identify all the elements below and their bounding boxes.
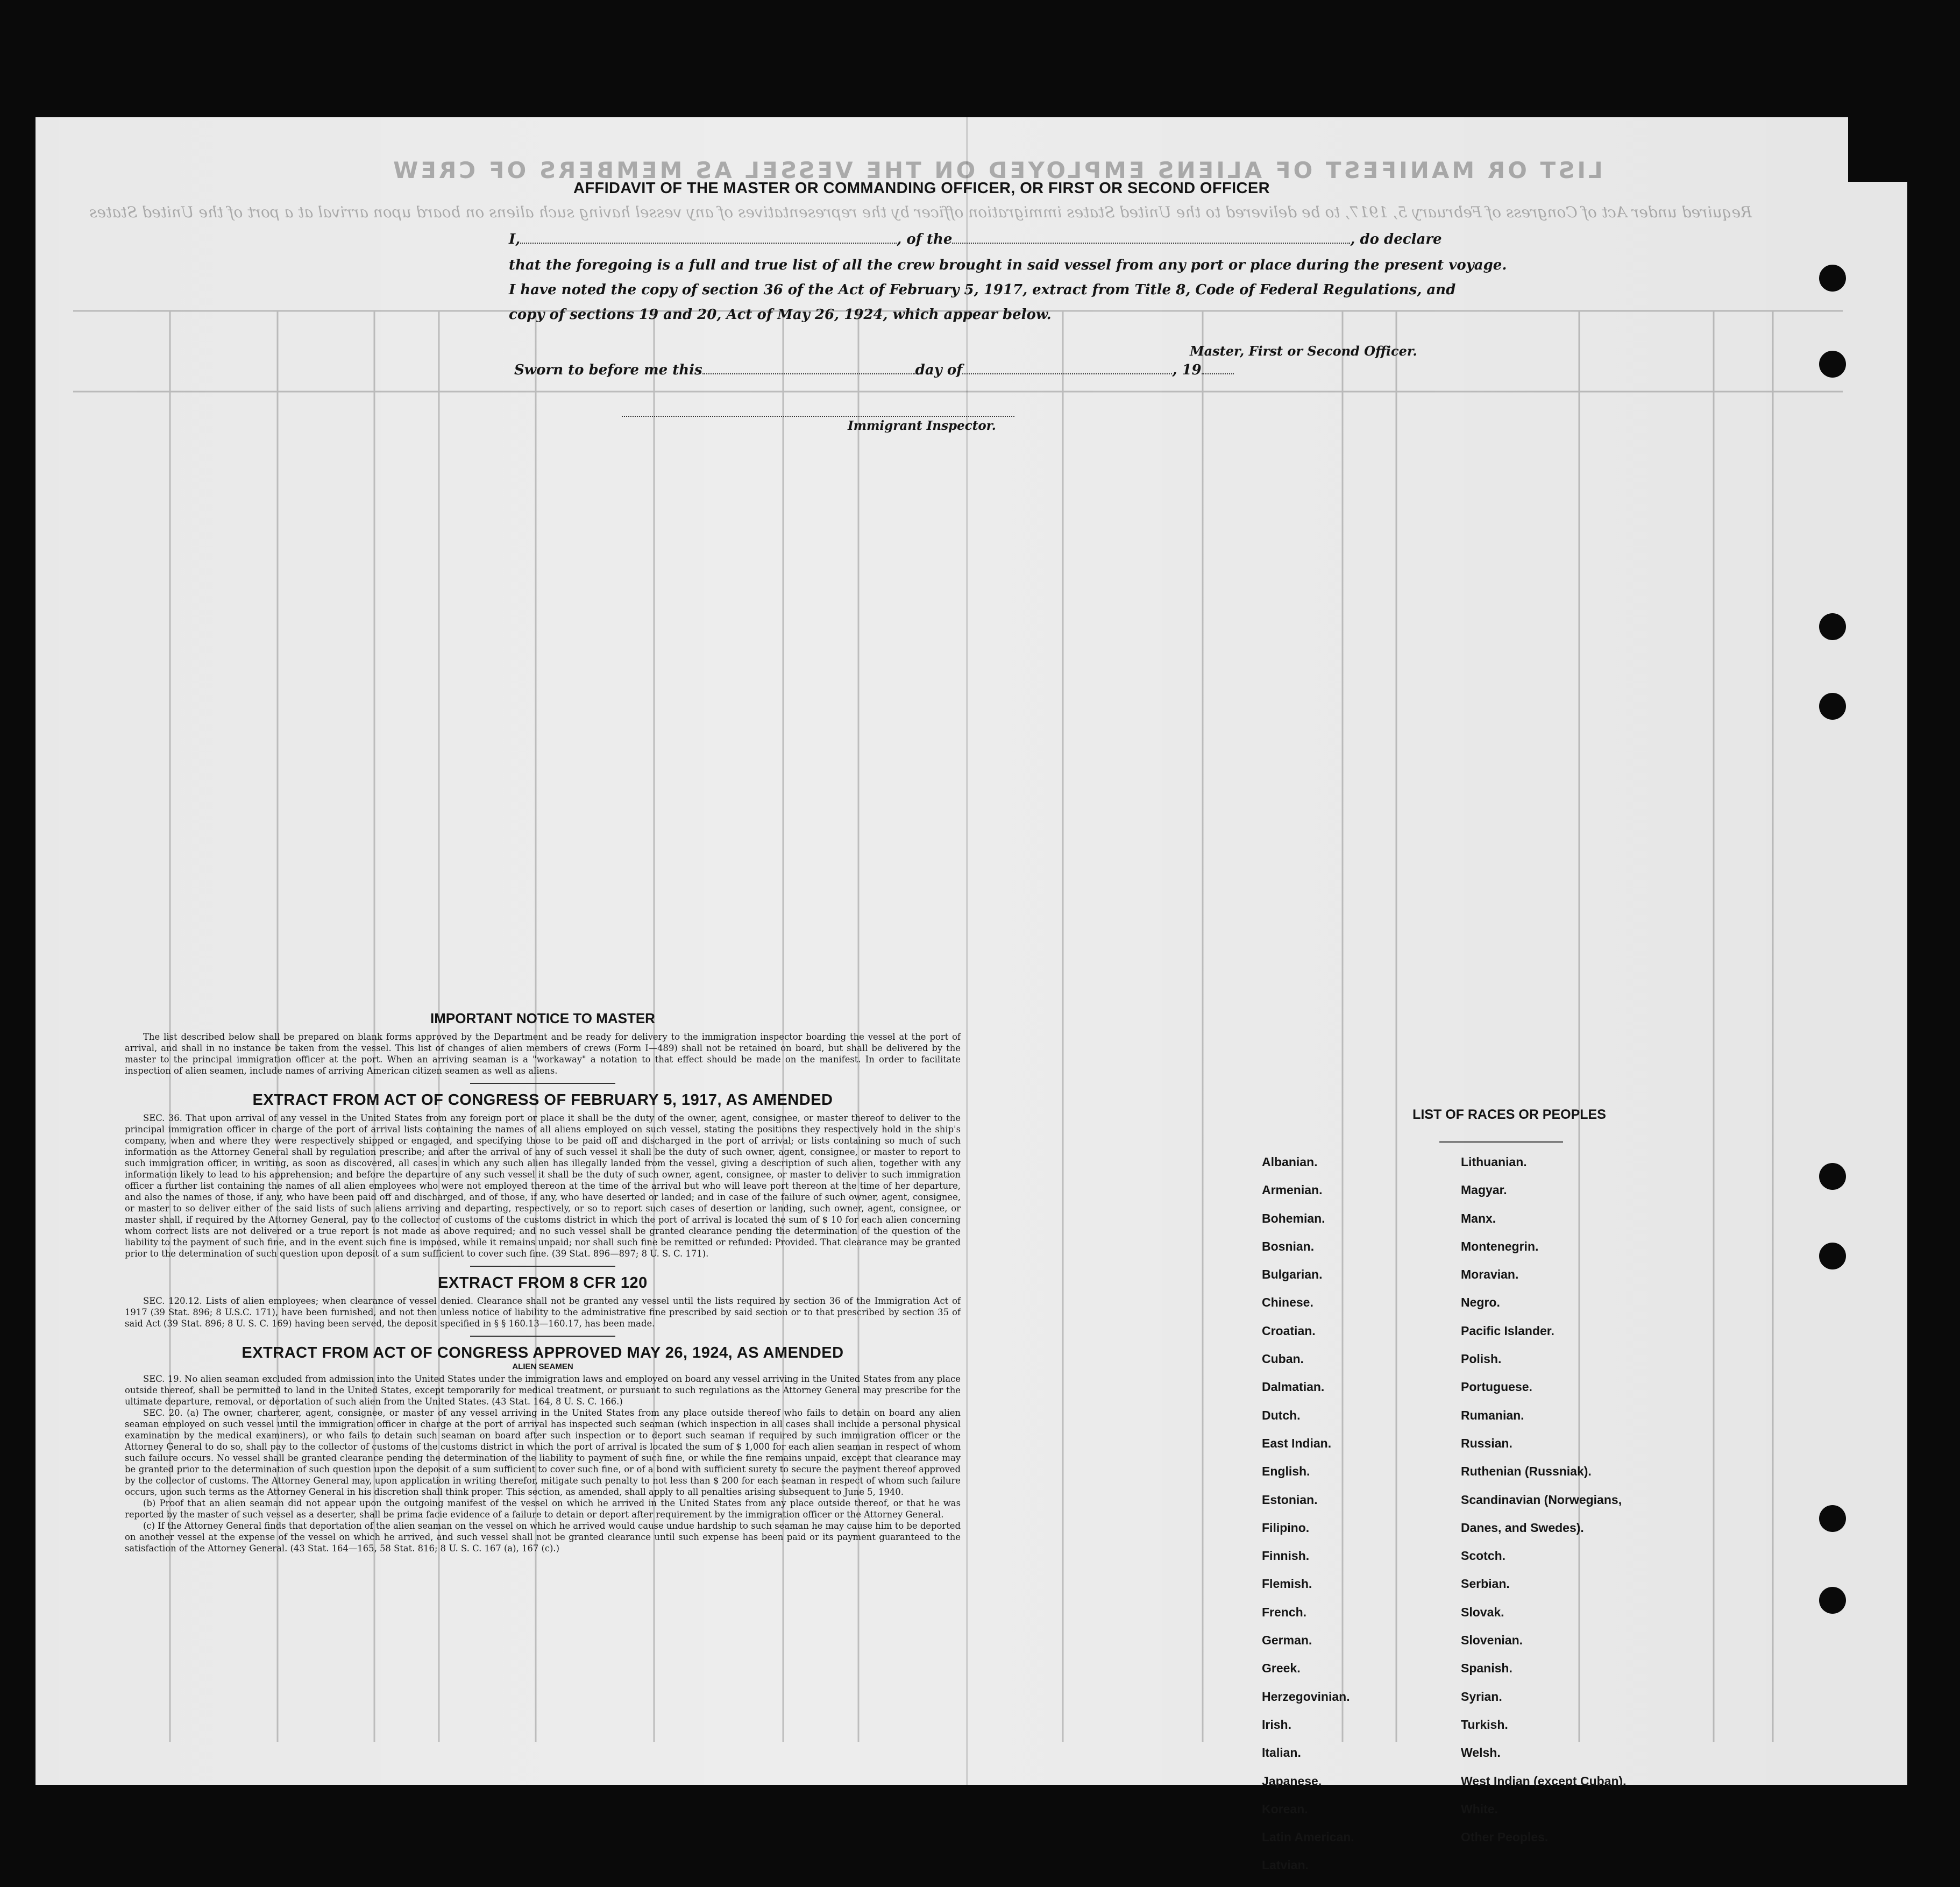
bleed-through-subtitle: Required under Act of Congress of February 5, 1917, to be delivered to the United States immigration officer by the representatives of any vessel having such aliens on board upon arrival at a port of the United States [89, 203, 1752, 221]
race-item: Armenian. [1262, 1183, 1323, 1197]
race-item: Greek. [1262, 1661, 1301, 1676]
race-item: Bosnian. [1262, 1239, 1315, 1253]
sec-19-body: SEC. 19. No alien seaman excluded from admission into the United States under the immigration laws and employed on board any vessel arriving in the United States from any place outside thereof, shall be permitted to land in the United States, except temporarily for medical treatment, or pursuant to such regulations as the Attorney General may prescribe for the ultimate departure, removal, or deportation of such alien from the United States. (43 Stat. 164, 8 U. S. C. 166.) [125, 1374, 961, 1407]
sec-20b-body: (b) Proof that an alien seaman did not appear upon the outgoing manifest of the vessel on which he arrived in the United States from any place outside thereof, or that he was reported by the master of such vessel as a deserter, shall be prima facie evidence of a failure to detain or deport after requirement by the immigration officer or the Attorney General. [125, 1498, 961, 1520]
extract-1917-body: SEC. 36. That upon arrival of any vessel in the United States from any foreign port or place it shall be the duty of the owner, agent, consignee, or master thereof to deliver to the principal immigration officer in charge of the port of arrival lists containing the names of all aliens employed on such vessel, stating the positions they respectively hold in the ship's company, when and where they were respectively shipped or engaged, and specifying those to be paid off and discharged in the port of arrival; or lists containing so much of such information as the Attorney General shall by regulation prescribe; and after the arrival of any of such vessel it shall be the duty of such owner, agent, consignee, or master to report to such immigration officer, in writing, as soon as discovered, all cases in which any such alien has illegally landed from the vessel, giving a description of such alien, together with any information likely to lead to his apprehension; and before the departure of any such vessel it shall be the duty of such owner, agent, consignee, or master to deliver to such immigration officer a further list containing the names of all alien employees who were not employed thereon at the time of the arrival but who will leave port thereon at the time of her departure, and also the names of those, if any, who have been paid off and discharged, and of those, if any, who have deserted or landed; and in case of the failure of such owner, agent, consignee, or master to so deliver either of the said lists of such aliens arriving and departing, respectively, or so to report such cases of desertion or landing, such owner, agent, consignee, or master shall, if required by the Attorney General, pay to the collector of customs of the customs district in which the port of arrival is located the sum of $ 10 for each alien concerning whom correct lists are not delivered or a true report is not made as above required; and no such vessel shall be granted clearance pending the determination of the question of the liability to the payment of such fine, and in the event such fine is imposed, while it remains unpaid; nor shall such fine be remitted or refunded: Provided. That clearance may be granted prior to the determination of such question upon deposit of a sum sufficient to cover such fine. (39 Stat. 896—897; 8 U. S. C. 171). [125, 1113, 961, 1259]
punch-hole [1819, 1243, 1846, 1269]
race-item: White. [1461, 1801, 1498, 1816]
races-title-rule [1439, 1141, 1563, 1143]
race-item: Bulgarian. [1262, 1267, 1323, 1282]
race-item: Russian. [1461, 1436, 1512, 1450]
day-of-label: day of [915, 362, 963, 378]
sworn-year-blank [1202, 363, 1234, 374]
race-item: Polish. [1461, 1352, 1502, 1366]
race-item: Estonian. [1262, 1492, 1318, 1507]
extract-1924-subtitle: ALIEN SEAMEN [512, 1362, 573, 1371]
punch-hole [1819, 1163, 1846, 1190]
affidavit-line-4: copy of sections 19 and 20, Act of May 26, 1924, which appear below. [509, 307, 1052, 323]
punch-hole [1819, 1505, 1846, 1532]
races-column-1 [1262, 1155, 1423, 1887]
affidavit-do-declare: , do declare [1350, 231, 1442, 247]
vessel-name-blank [952, 232, 1350, 244]
race-item: Latin American. [1262, 1830, 1354, 1845]
race-item: Bohemian. [1262, 1211, 1325, 1225]
sworn-month-blank [962, 363, 1172, 374]
master-signature-label: Master, First or Second Officer. [1190, 343, 1417, 359]
race-item: Magyar. [1461, 1183, 1507, 1197]
race-item: Dalmatian. [1262, 1380, 1325, 1394]
race-item: Latvian. [1262, 1858, 1309, 1872]
officer-name-blank [520, 232, 897, 244]
punch-hole [1819, 351, 1846, 378]
race-item: Manx. [1461, 1211, 1496, 1225]
races-title: LIST OF RACES OR PEOPLES [1412, 1107, 1606, 1122]
punch-hole [1819, 613, 1846, 640]
inspector-label: Immigrant Inspector. [848, 418, 996, 433]
race-item: Italian. [1262, 1746, 1301, 1760]
race-item: Montenegrin. [1461, 1239, 1539, 1253]
notice-body: The list described below shall be prepared on blank forms approved by the Department and be ready for delivery to the immigration inspector boarding the vessel at the port of arrival, and shall in no instance be taken from the vessel. This list of changes of alien members of crews (Form I—489) shall not be retained on board, but shall be delivered by the master to the principal immigration officer at the port. When an arriving seaman is a "workaway" a notation to that effect should be made on the manifest. In order to facilitate inspection of alien seamen, include names of arriving American citizen seamen as well as aliens. [125, 1032, 961, 1076]
race-item: Chinese. [1262, 1295, 1313, 1310]
race-item: Moravian. [1461, 1267, 1519, 1282]
race-item: Syrian. [1461, 1689, 1502, 1704]
race-item: Flemish. [1262, 1577, 1312, 1591]
sworn-label: Sworn to before me this [514, 362, 702, 378]
sworn-day-blank [702, 363, 915, 374]
extract-cfr-body: SEC. 120.12. Lists of alien employees; when clearance of vessel denied. Clearance shall not be granted any vessel until the lists required by section 36 of the Immigration Act of 1917 (39 Stat. 896; 8 U.S.C. 171), have been furnished, and not then unless notice of liability to the administrative fine prescribed by said section or to that prescribed by section 35 of said Act (39 Stat. 896; 8 U. S. C. 169) having been served, the deposit specified in § § 160.13—160.17, has been made. [125, 1296, 961, 1329]
race-item: Slovak. [1461, 1605, 1504, 1619]
race-item: English. [1262, 1464, 1310, 1479]
race-item: Herzegovinian. [1262, 1689, 1350, 1704]
affidavit-title: AFFIDAVIT OF THE MASTER OR COMMANDING OFFICER, OR FIRST OR SECOND OFFICER [573, 180, 1270, 197]
extract-cfr-title: EXTRACT FROM 8 CFR 120 [438, 1274, 648, 1292]
race-item: Korean. [1262, 1801, 1308, 1816]
race-item: West Indian (except Cuban). [1461, 1774, 1627, 1788]
race-item: Filipino. [1262, 1520, 1310, 1535]
race-item: Ruthenian (Russniak). [1461, 1464, 1592, 1479]
race-item: French. [1262, 1605, 1307, 1619]
race-item: Portuguese. [1461, 1380, 1532, 1394]
affidavit-of-the: , of the [897, 231, 953, 247]
race-item: Serbian. [1461, 1577, 1510, 1591]
race-item: Turkish. [1461, 1717, 1508, 1732]
legal-notice-section [125, 1010, 961, 1763]
race-item: Cuban. [1262, 1352, 1304, 1366]
punch-hole [1819, 693, 1846, 720]
race-item: Albanian. [1262, 1155, 1318, 1169]
race-item: Japanese. [1262, 1774, 1322, 1788]
year-label: , 19 [1172, 362, 1202, 378]
sec-20a-body: SEC. 20. (a) The owner, charterer, agent, consignee, or master of any vessel arriving in the United States from any place outside thereof who fails to detain on board any alien seaman employed on such vessel until the immigration officer in charge at the port of arrival has inspected such seaman (which inspection in all cases shall include a personal physical examination by the medical examiners), or who fails to detain such seaman on board after such inspection or to deport such seaman if required by such immigration officer or the Attorney General to do so, shall pay to the collector of customs of the customs district in which the port of arrival is located the sum of $ 1,000 for each alien seaman in respect of whom such failure occurs. No vessel shall be granted clearance pending the determination of the liability to payment of such fine, or while the fine remains unpaid, except that clearance may be granted prior to the determination of such question upon the deposit of a sum sufficient to cover such fine, or of a bond with sufficient surety to secure the payment thereof approved by the collector of customs. The Attorney General may, upon application in writing therefor, mitigate such penalty to not less than $ 200 for each seaman in respect of whom such failure occurs, upon such terms as the Attorney General in his discretion shall think proper. This section, as amended, shall apply to all penalties arising subsequent to June 5, 1940. [125, 1408, 961, 1497]
punch-hole [1819, 265, 1846, 292]
document-page [35, 117, 1907, 1872]
race-item: Dutch. [1262, 1408, 1301, 1422]
affidavit-line-3: I have noted the copy of section 36 of the Act of February 5, 1917, extract from Title 8, Code of Federal Regulations, and [509, 282, 1456, 298]
races-list-section [1262, 1107, 1767, 1887]
race-item: Pacific Islander. [1461, 1323, 1554, 1338]
race-item: Lithuanian. [1461, 1155, 1527, 1169]
affidavit-section [35, 117, 1907, 494]
race-item: Negro. [1461, 1295, 1500, 1310]
affidavit-line-2: that the foregoing is a full and true list of all the crew brought in said vessel from any port or place during the present voyage. [509, 257, 1507, 273]
extract-1924-title: EXTRACT FROM ACT OF CONGRESS APPROVED MAY 26, 1924, AS AMENDED [242, 1344, 844, 1361]
race-item: Irish. [1262, 1717, 1291, 1732]
punch-hole [1819, 1587, 1846, 1614]
bleed-through-title: LIST OR MANIFEST OF ALIENS EMPLOYED ON THE VESSEL AS MEMBERS OF CREW [390, 157, 1603, 183]
race-item: Slovenian. [1461, 1633, 1523, 1648]
divider [470, 1266, 615, 1267]
race-item: Danes, and Swedes). [1461, 1520, 1584, 1535]
inspector-signature-blank [622, 416, 1014, 417]
race-item: German. [1262, 1633, 1312, 1648]
race-item: Other Peoples. [1461, 1830, 1549, 1845]
notice-title: IMPORTANT NOTICE TO MASTER [430, 1010, 655, 1026]
race-item: Spanish. [1461, 1661, 1512, 1676]
race-item: Welsh. [1461, 1746, 1501, 1760]
divider [470, 1336, 615, 1337]
affidavit-declare-line [509, 231, 1442, 247]
extract-1917-title: EXTRACT FROM ACT OF CONGRESS OF FEBRUARY 5, 1917, AS AMENDED [252, 1091, 833, 1109]
race-item: Croatian. [1262, 1323, 1316, 1338]
affidavit-i: I, [509, 231, 521, 247]
race-item: East Indian. [1262, 1436, 1332, 1450]
race-item: Rumanian. [1461, 1408, 1524, 1422]
divider [470, 1083, 615, 1084]
race-item: Scotch. [1461, 1549, 1506, 1563]
race-item: Finnish. [1262, 1549, 1310, 1563]
sec-20c-body: (c) If the Attorney General finds that deportation of the alien seaman on the vessel on which he arrived would cause undue hardship to such seaman he may cause him to be deported on another vessel at the expense of the vessel on which he arrived, and such vessel shall not be granted clearance until such expense has been paid or its payment guaranteed to the satisfaction of the Attorney General. (43 Stat. 164—165, 58 Stat. 816; 8 U. S. C. 167 (a), 167 (c).) [125, 1521, 961, 1553]
race-item: Scandinavian (Norwegians, [1461, 1492, 1622, 1507]
sworn-line [514, 362, 1234, 378]
races-column-2 [1461, 1155, 1687, 1858]
